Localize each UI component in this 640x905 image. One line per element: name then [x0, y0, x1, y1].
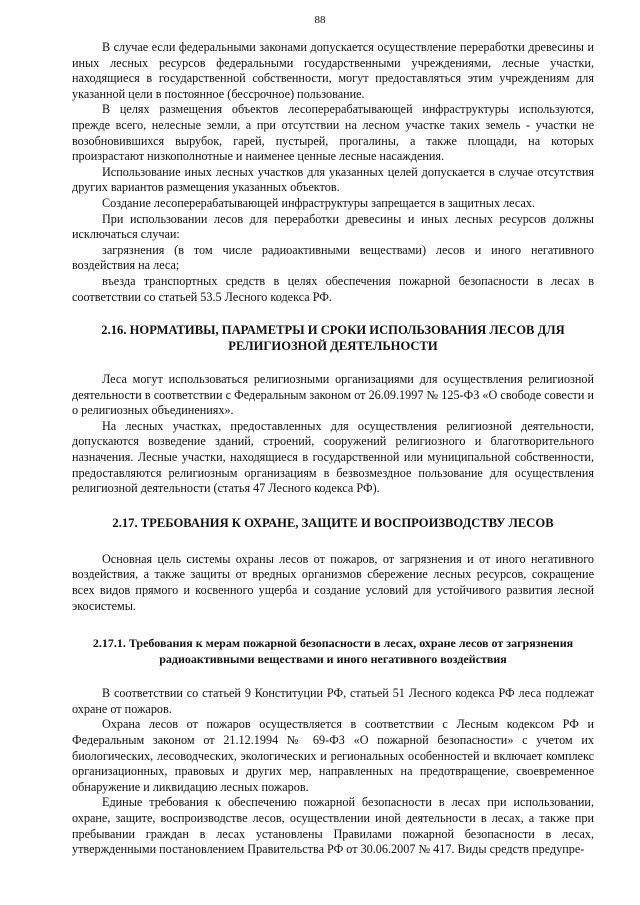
paragraph: Использование иных лесных участков для указанных целей допускается в случае отсутствия других вариантов размещения указанных объектов.	[72, 164, 594, 195]
page-number: 88	[314, 14, 326, 26]
section-heading-2-16: 2.16. НОРМАТИВЫ, ПАРАМЕТРЫ И СРОКИ ИСПОЛЬЗОВАНИЯ ЛЕСОВ ДЛЯ РЕЛИГИОЗНОЙ ДЕЯТЕЛЬНОСТИ	[101, 323, 565, 354]
paragraph: Леса могут использоваться религиозными организациями для осуществления религиозной деятельности в соответствии с Федеральным законом от 26.09.1997 № 125-ФЗ «О свободе совести и о религиозных объединениях».	[72, 372, 594, 418]
paragraph: въезда транспортных средств в целях обеспечения пожарной безопасности в лесах в соответствии со статьей 53.5 Лесного кодекса РФ.	[72, 273, 594, 304]
document-body	[72, 40, 594, 858]
paragraph: В случае если федеральными законами допускается осуществление переработки древесины и иных лесных ресурсов федеральными государственными учреждениями, лесные участки, находящиеся в государственной собственности, могут предоставляться этим учреждениям для указанной цели в постоянное (бессрочное) пользование.	[72, 40, 594, 101]
paragraph: На лесных участках, предоставленных для осуществления религиозной деятельности, допускаются возведение зданий, строений, сооружений религиозного и благотворительного назначения. Лесные участки, находящиеся в государственной или муниципальной собственности, предоставляются религиозным организациям в безвозмездное пользование для осуществления религиозной деятельности (статья 47 Лесного кодекса РФ).	[72, 418, 594, 496]
paragraph: В соответствии со статьей 9 Конституции РФ, статьей 51 Лесного кодекса РФ леса подлежат охране от пожаров.	[72, 686, 594, 716]
section-heading-2-17: 2.17. ТРЕБОВАНИЯ К ОХРАНЕ, ЗАЩИТЕ И ВОСПРОИЗВОДСТВУ ЛЕСОВ	[112, 515, 554, 530]
paragraph: загрязнения (в том числе радиоактивными веществами) лесов и иного негативного воздействия на леса;	[72, 242, 594, 273]
paragraph: Основная цель системы охраны лесов от пожаров, от загрязнения и от иного негативного воздействия, а также защиты от вредных организмов сбережение лесных ресурсов, сокращение всех видов прямого и косвенного ущерба и создание условий для устойчивого развития лесной экосистемы.	[72, 551, 594, 613]
paragraph: При использовании лесов для переработки древесины и иных лесных ресурсов должны исключаться случаи:	[72, 211, 594, 242]
paragraph: Единые требования к обеспечению пожарной безопасности в лесах при использовании, охране, защите, воспроизводстве лесов, осуществлении иной деятельности в лесах, а также при пребывании граждан в лесах установлены Правилами пожарной безопасности в лесах, утвержденными постановлением Правительства РФ от 30.06.2007 № 417. Виды средств предупре-	[72, 795, 594, 857]
paragraph: В целях размещения объектов лесоперерабатывающей инфраструктуры используются, прежде всего, нелесные земли, а при отсутствии на лесном участке таких земель - участки не возобновившихся вырубок, гарей, пустырей, прогалины, а также площади, на которых произрастают низкополнотные и наименее ценные лесные насаждения.	[72, 102, 594, 164]
subsection-heading-2-17-1: 2.17.1. Требования к мерам пожарной безопасности в лесах, охране лесов от загрязнения радиоактивными веществами и иного негативного воздействия	[92, 636, 574, 667]
paragraph: Создание лесоперерабатывающей инфраструктуры запрещается в защитных лесах.	[102, 195, 535, 210]
paragraph: Охрана лесов от пожаров осуществляется в соответствии с Лесным кодексом РФ и Федеральным законом от 21.12.1994 № 69-ФЗ «О пожарной безопасности» с учетом их биологических, лесоводческих, экологических и региональных особенностей и включает комплекс организационных, правовых и других мер, направленных на предотвращение, своевременное обнаружение и ликвидацию лесных пожаров.	[72, 717, 594, 794]
